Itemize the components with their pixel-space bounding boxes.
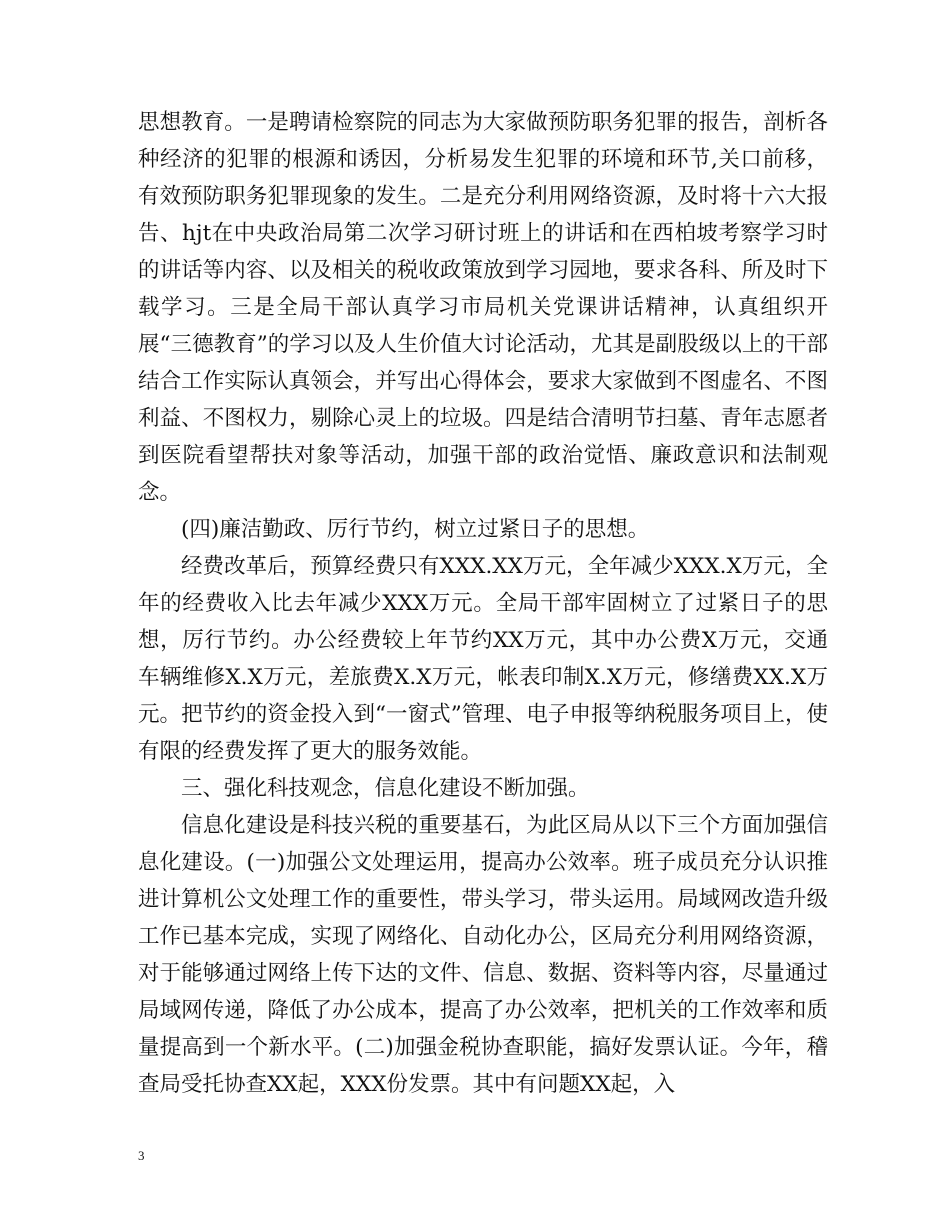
page-number: 3 bbox=[138, 1148, 145, 1163]
section-heading-frugality: (四)廉洁勤政、厉行节约，树立过紧日子的思想。 bbox=[181, 517, 650, 542]
paragraph-ideological-education: 思想教育。一是聘请检察院的同志为大家做预防职务犯罪的报告，剖析各种经济的犯罪的根源和诱因，分析易发生犯罪的环境和环节,关口前移，有效预防职务犯罪现象的发生。二是充分利用网络资源，及时将十六大报告、hjt在中央政治局第二次学习研讨班上的讲话和在西柏坡考察学习时的讲话等内容、以及相关的税收政策放到学习园地，要求各科、所及时下载学习。三是全局干部认真学习市局机关党课讲话精神，认真组织开展“三德教育”的学习以及人生价值大讨论活动，尤其是副股级以上的干部结合工作实际认真领会，并写出心得体会，要求大家做到不图虚名、不图利益、不图权力，剔除心灵上的垃圾。四是结合清明节扫墓、青年志愿者到医院看望帮扶对象等活动，加强干部的政治觉悟、廉政意识和法制观念。 bbox=[138, 110, 829, 505]
document-body bbox=[138, 104, 828, 1103]
section-heading-informatization: 三、强化科技观念，信息化建设不断加强。 bbox=[181, 776, 590, 801]
paragraph-budget: 经费改革后，预算经费只有XXX.XX万元，全年减少XXX.X万元，全年的经费收入比去年减少XXX万元。全局干部牢固树立了过紧日子的思想，厉行节约。办公经费较上年节约XX万元，其中办公费X万元，交通车辆维修X.X万元，差旅费X.X万元，帐表印制X.X万元，修缮费XX.X万元。把节约的资金投入到“一窗式”管理、电子申报等纳税服务项目上，使有限的经费发挥了更大的服务效能。 bbox=[138, 554, 828, 764]
paragraph-informatization: 信息化建设是科技兴税的重要基石，为此区局从以下三个方面加强信息化建设。(一)加强公文处理运用，提高办公效率。班子成员充分认识推进计算机公文处理工作的重要性，带头学习，带头运用。局域网改造升级工作已基本完成，实现了网络化、自动化办公，区局充分利用网络资源，对于能够通过网络上传下达的文件、信息、数据、资料等内容，尽量通过局域网传递，降低了办公成本，提高了办公效率，把机关的工作效率和质量提高到一个新水平。(二)加强金税协查职能，搞好发票认证。今年，稽查局受托协查XX起，XXX份发票。其中有问题XX起，入 bbox=[138, 813, 828, 1097]
